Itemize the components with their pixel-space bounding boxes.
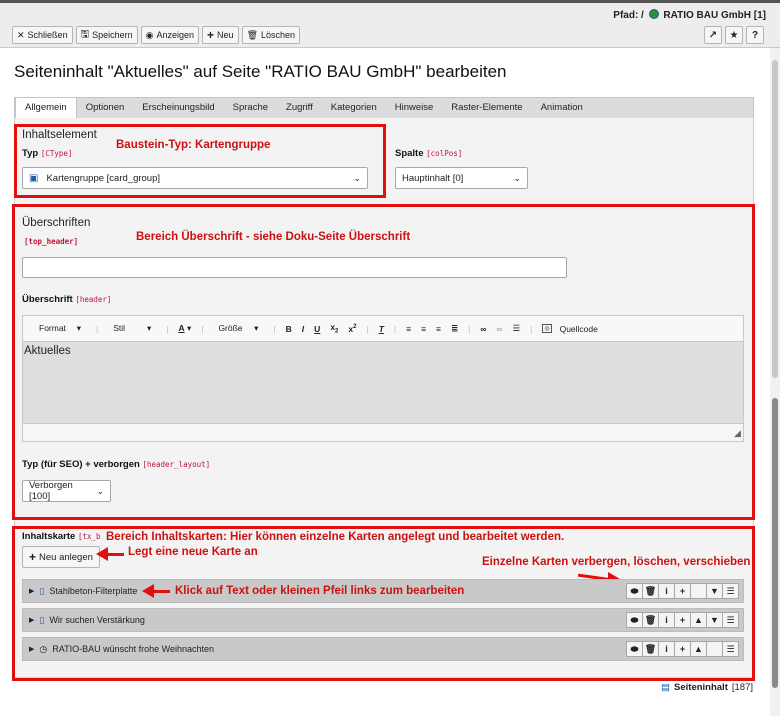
scrollbar-thumb-inactive — [772, 60, 778, 378]
superscript-icon[interactable]: $x^2$ — [348, 323, 357, 334]
card-row[interactable] — [22, 608, 744, 632]
header-label: Überschrift [header] — [22, 294, 112, 305]
trash-icon: 🗑 — [246, 29, 258, 40]
plus-icon: + — [207, 28, 215, 42]
close-icon: ✕ — [17, 29, 25, 40]
plus-icon[interactable]: + — [674, 641, 691, 657]
content-element-icon: ▤ — [661, 682, 671, 693]
info-icon[interactable]: i — [658, 641, 675, 657]
tab-raster-elemente[interactable]: Raster-Elemente — [451, 102, 523, 113]
card-icon: ▯ — [39, 614, 45, 625]
tab-zugriff[interactable]: Zugriff — [286, 102, 313, 113]
info-icon[interactable]: i — [658, 583, 675, 599]
drag-handle-icon[interactable]: ☰ — [722, 612, 739, 628]
header-layout-select[interactable] — [22, 480, 111, 502]
tab-sprache[interactable]: Sprache — [232, 102, 269, 113]
card-row[interactable] — [22, 637, 744, 661]
docheader-right-buttons — [704, 26, 764, 44]
card-icon: ▯ — [39, 585, 45, 596]
italic-icon[interactable]: I — [301, 323, 305, 334]
annotation-buttons: Einzelne Karten verbergen, löschen, verschieben — [482, 556, 751, 568]
tab-bar — [14, 97, 754, 119]
move-down-icon[interactable]: ▼ — [706, 583, 723, 599]
top-header-code: [top_header] — [24, 237, 79, 246]
open-new-window-icon[interactable]: ↗ — [704, 26, 722, 44]
size-dropdown[interactable]: Größe ▾ — [218, 323, 259, 333]
tab-erscheinungsbild[interactable]: Erscheinungsbild — [142, 102, 215, 113]
align-left-icon[interactable]: ≡ — [406, 323, 412, 334]
move-down-icon[interactable]: ▼ — [706, 612, 723, 628]
move-up-icon[interactable]: ▲ — [690, 641, 707, 657]
trash-icon[interactable]: 🗑 — [642, 612, 659, 628]
scrollbar-thumb[interactable] — [772, 398, 778, 688]
annotation-new: Legt eine neue Karte an — [128, 546, 258, 558]
unlink-icon[interactable]: ∞ — [496, 323, 503, 334]
type-code: [CType] — [40, 149, 73, 158]
delete-button[interactable]: 🗑 Löschen — [242, 26, 300, 44]
underline-icon[interactable]: U — [314, 323, 321, 334]
path-site[interactable]: RATIO BAU GmbH [1] — [663, 10, 766, 21]
type-label: Typ [CType] — [22, 148, 73, 159]
align-justify-icon[interactable]: ≣ — [451, 323, 459, 333]
footer-id: [187] — [731, 682, 753, 693]
arrow-new-line — [106, 553, 124, 556]
subscript-icon[interactable]: $x_2$ — [330, 322, 339, 335]
card-title[interactable]: RATIO-BAU wünscht frohe Weihnachten — [52, 644, 214, 654]
save-button[interactable]: 🖫 Speichern — [76, 26, 138, 44]
link-icon[interactable]: ∞ — [480, 323, 487, 334]
source-icon: ◎ — [544, 326, 550, 332]
card-title[interactable]: Wir suchen Verstärkung — [49, 615, 145, 625]
info-icon[interactable]: i — [658, 612, 675, 628]
hide-toggle-icon[interactable]: ⬬ — [626, 583, 643, 599]
hide-toggle-icon[interactable]: ⬬ — [626, 612, 643, 628]
horizontal-rule-icon[interactable]: ☰ — [512, 323, 521, 333]
source-code-button[interactable]: ◎ Quellcode — [544, 323, 598, 334]
content-element-heading: Inhaltselement — [22, 129, 97, 141]
trash-icon[interactable]: 🗑 — [642, 583, 659, 599]
plus-icon[interactable]: + — [674, 583, 691, 599]
remove-format-icon[interactable]: T — [378, 323, 384, 334]
arrow-edit-line — [152, 590, 170, 593]
empty-slot — [690, 583, 707, 599]
empty-slot — [706, 641, 723, 657]
close-button[interactable]: ✕ Schließen — [12, 26, 73, 44]
resize-handle-icon[interactable]: ◢ — [734, 428, 741, 438]
new-button[interactable]: + Neu — [202, 26, 239, 44]
header-layout-label: Typ (für SEO) + verborgen [header_layout] — [22, 459, 211, 470]
tab-kategorien[interactable]: Kategorien — [330, 102, 377, 113]
text-color-icon[interactable]: A ▾ — [178, 323, 192, 333]
rte-toolbar: Format ▾ | Stil ▾ | A ▾ | Größe ▾ | B I U $x_2$ $x^2$ | T | ≡ ≡ ≡ ≣ | ∞ ∞ ☰ | ◎ Quellcode — [22, 315, 744, 342]
expand-caret-icon[interactable]: ▶ — [29, 646, 35, 653]
style-dropdown[interactable]: Stil ▾ — [113, 323, 152, 333]
hide-toggle-icon[interactable]: ⬬ — [626, 641, 643, 657]
rte-content-text: Aktuelles — [24, 345, 71, 357]
page-title: Seiteninhalt "Aktuelles" auf Seite "RATIO BAU GmbH" bearbeiten — [14, 62, 507, 81]
tab-optionen[interactable]: Optionen — [85, 102, 125, 113]
tab-hinweise[interactable]: Hinweise — [394, 102, 434, 113]
bold-icon[interactable]: B — [285, 323, 292, 334]
top-header-input[interactable] — [22, 257, 567, 278]
cards-code: [tx_b — [77, 532, 101, 541]
tab-allgemein[interactable]: Allgemein — [15, 98, 77, 120]
cards-label: Inhaltskarte [tx_b — [22, 531, 101, 542]
bookmark-star-icon[interactable]: ★ — [725, 26, 743, 44]
hidden-card-icon: ◷ — [39, 643, 48, 654]
rte-resize-bar — [22, 424, 744, 442]
top-border — [0, 0, 780, 3]
rte-content-area[interactable] — [22, 342, 744, 424]
card-title[interactable]: Stahlbeton-Filterplatte — [49, 586, 138, 596]
plus-icon: + — [29, 550, 37, 564]
save-icon: 🖫 — [80, 28, 90, 40]
plus-icon[interactable]: + — [674, 612, 691, 628]
annotation-type: Baustein-Typ: Kartengruppe — [116, 139, 271, 151]
drag-handle-icon[interactable]: ☰ — [722, 583, 739, 599]
annotation-header: Bereich Überschrift - siehe Doku-Seite Überschrift — [136, 231, 411, 243]
type-select[interactable] — [22, 167, 368, 189]
column-label: Spalte [colPos] — [395, 148, 463, 159]
align-center-icon[interactable]: ≡ — [421, 323, 427, 334]
move-up-icon[interactable]: ▲ — [690, 612, 707, 628]
type-value: Kartengruppe [card_group] — [46, 172, 161, 184]
drag-handle-icon[interactable]: ☰ — [722, 641, 739, 657]
path-label: Pfad: / — [613, 10, 644, 21]
column-value: Hauptinhalt [0] — [402, 172, 464, 184]
header-layout-code: [header_layout] — [142, 460, 211, 469]
format-dropdown[interactable]: Format ▾ — [39, 323, 81, 333]
headers-heading: Überschriften — [22, 217, 91, 229]
globe-icon — [649, 9, 659, 19]
header-layout-value: Verborgen [100] — [29, 480, 73, 502]
card-group-icon: ▣ — [29, 172, 39, 184]
docheader-buttons — [12, 26, 300, 44]
header-code: [header] — [75, 295, 112, 304]
breadcrumb — [613, 9, 766, 21]
annotation-cards: Bereich Inhaltskarten: Hier können einzelne Karten angelegt und bearbeitet werden. — [106, 531, 565, 543]
annotation-edit: Klick auf Text oder kleinen Pfeil links zum bearbeiten — [175, 585, 465, 597]
chevron-down-icon: ⌄ — [96, 485, 104, 496]
expand-caret-icon[interactable]: ▶ — [29, 588, 35, 595]
record-footer — [661, 682, 753, 693]
tab-animation[interactable]: Animation — [540, 102, 583, 113]
new-card-button[interactable]: + Neu anlegen — [22, 546, 100, 568]
align-right-icon[interactable]: ≡ — [436, 323, 442, 334]
footer-label[interactable]: Seiteninhalt — [674, 682, 728, 693]
view-button[interactable]: ◉ Anzeigen — [141, 26, 199, 44]
column-select[interactable] — [395, 167, 528, 189]
chevron-down-icon: ⌄ — [353, 172, 361, 183]
help-icon[interactable]: ? — [746, 26, 764, 44]
column-code: [colPos] — [426, 149, 463, 158]
expand-caret-icon[interactable]: ▶ — [29, 617, 35, 624]
trash-icon[interactable]: 🗑 — [642, 641, 659, 657]
chevron-down-icon: ⌄ — [513, 172, 521, 183]
eye-icon: ◉ — [145, 29, 154, 40]
